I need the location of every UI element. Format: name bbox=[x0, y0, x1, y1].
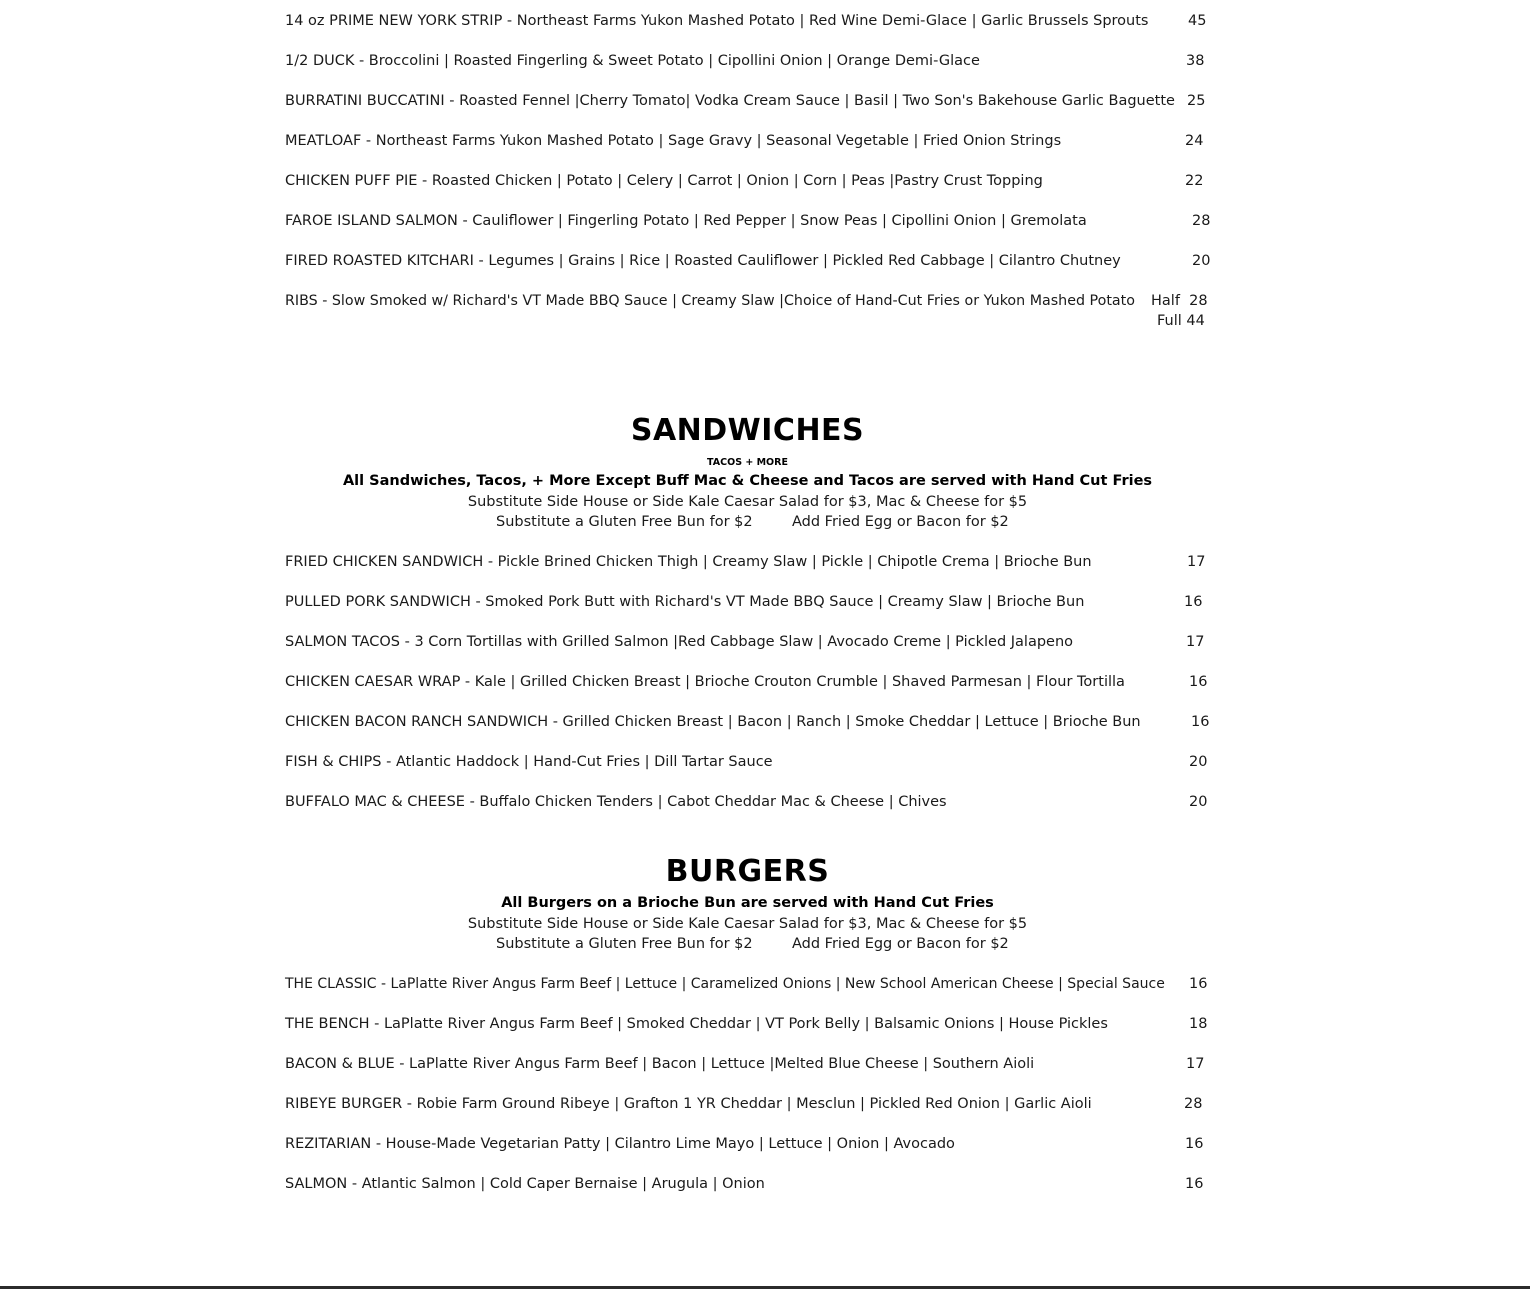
section-note-bold: All Sandwiches, Tacos, + More Except Buff Mac & Cheese and Tacos are served with Hand Cut Fries bbox=[342, 473, 1153, 489]
menu-item-description: 1/2 DUCK - Broccolini | Roasted Fingerling & Sweet Potato | Cipollini Onion | Orange Demi-Glace bbox=[285, 53, 980, 69]
menu-item-price: 20 bbox=[1192, 253, 1211, 269]
menu-item bbox=[285, 170, 1215, 192]
menu-item-price: 16 bbox=[1184, 594, 1203, 610]
menu-item-price: 20 bbox=[1189, 794, 1208, 810]
menu-item-price: 16 bbox=[1189, 674, 1208, 690]
menu-item-description: FIRED ROASTED KITCHARI - Legumes | Grains | Rice | Roasted Cauliflower | Pickled Red Cabbage | Cilantro Chutney bbox=[285, 253, 1121, 269]
menu-item-description: THE CLASSIC - LaPlatte River Angus Farm Beef | Lettuce | Caramelized Onions | New School American Cheese | Special Sauce bbox=[285, 976, 1165, 992]
menu-item bbox=[285, 671, 1215, 693]
menu-item-price: 24 bbox=[1185, 133, 1204, 149]
menu-item bbox=[285, 751, 1215, 773]
fried-egg-note: Add Fried Egg or Bacon for $2 bbox=[792, 514, 1009, 530]
menu-item-description: RIBEYE BURGER - Robie Farm Ground Ribeye | Grafton 1 YR Cheddar | Mesclun | Pickled Red Onion | Garlic Aioli bbox=[285, 1096, 1092, 1112]
menu-item-description: REZITARIAN - House-Made Vegetarian Patty | Cilantro Lime Mayo | Lettuce | Onion | Avocado bbox=[285, 1136, 955, 1152]
menu-item-price: 28 bbox=[1192, 213, 1211, 229]
section-note-substitute: Substitute Side House or Side Kale Caesar Salad for $3, Mac & Cheese for $5 bbox=[467, 916, 1028, 932]
menu-item-price: 22 bbox=[1185, 173, 1204, 189]
menu-item-price: 17 bbox=[1186, 1056, 1205, 1072]
menu-item-description: BUFFALO MAC & CHEESE - Buffalo Chicken Tenders | Cabot Cheddar Mac & Cheese | Chives bbox=[285, 794, 947, 810]
section-note-substitute: Substitute Side House or Side Kale Caesar Salad for $3, Mac & Cheese for $5 bbox=[467, 494, 1028, 510]
menu-item bbox=[285, 10, 1215, 32]
menu-item-price: 38 bbox=[1186, 53, 1205, 69]
menu-item-description: RIBS - Slow Smoked w/ Richard's VT Made BBQ Sauce | Creamy Slaw |Choice of Hand-Cut Fries or Yukon Mashed Potato bbox=[285, 293, 1135, 309]
menu-item-description: FRIED CHICKEN SANDWICH - Pickle Brined Chicken Thigh | Creamy Slaw | Pickle | Chipotle Crema | Brioche Bun bbox=[285, 554, 1092, 570]
menu-item-price: Half 28 bbox=[1151, 293, 1208, 309]
menu-item-price: 28 bbox=[1184, 1096, 1203, 1112]
menu-item-description: THE BENCH - LaPlatte River Angus Farm Beef | Smoked Cheddar | VT Pork Belly | Balsamic Onions | House Pickles bbox=[285, 1016, 1108, 1032]
menu-item bbox=[285, 791, 1215, 813]
gluten-free-note: Substitute a Gluten Free Bun for $2 bbox=[496, 936, 753, 952]
menu-item-description: 14 oz PRIME NEW YORK STRIP - Northeast Farms Yukon Mashed Potato | Red Wine Demi-Glace | Garlic Brussels Sprouts bbox=[285, 13, 1149, 29]
menu-item-price: Full 44 bbox=[1157, 313, 1205, 329]
menu-item-description: CHICKEN CAESAR WRAP - Kale | Grilled Chicken Breast | Brioche Crouton Crumble | Shaved Parmesan | Flour Tortilla bbox=[285, 674, 1125, 690]
menu-item-price: 17 bbox=[1187, 554, 1206, 570]
menu-item bbox=[285, 1133, 1215, 1155]
menu-item bbox=[285, 1093, 1215, 1115]
menu-item-price: 16 bbox=[1191, 714, 1210, 730]
menu-item bbox=[285, 631, 1215, 653]
menu-item-description: CHICKEN PUFF PIE - Roasted Chicken | Potato | Celery | Carrot | Onion | Corn | Peas |Pastry Crust Topping bbox=[285, 173, 1043, 189]
fried-egg-note: Add Fried Egg or Bacon for $2 bbox=[792, 936, 1009, 952]
section-title: BURGERS bbox=[665, 854, 830, 889]
menu-item-description: BACON & BLUE - LaPlatte River Angus Farm Beef | Bacon | Lettuce |Melted Blue Cheese | Southern Aioli bbox=[285, 1056, 1035, 1072]
menu-item-description: BURRATINI BUCCATINI - Roasted Fennel |Cherry Tomato| Vodka Cream Sauce | Basil | Two Son's Bakehouse Garlic Baguette bbox=[285, 93, 1175, 109]
gluten-free-note: Substitute a Gluten Free Bun for $2 bbox=[496, 514, 753, 530]
ribs-full-price-row bbox=[285, 310, 1215, 332]
menu-item bbox=[285, 130, 1215, 152]
section-note-options bbox=[285, 512, 1210, 532]
menu-item bbox=[285, 711, 1215, 733]
menu-item bbox=[285, 1173, 1215, 1195]
section-title: SANDWICHES bbox=[630, 413, 865, 448]
menu-item bbox=[285, 591, 1215, 613]
menu-item bbox=[285, 290, 1215, 312]
menu-item-description: CHICKEN BACON RANCH SANDWICH - Grilled Chicken Breast | Bacon | Ranch | Smoke Cheddar | Lettuce | Brioche Bun bbox=[285, 714, 1141, 730]
menu-item-price: 16 bbox=[1185, 1136, 1204, 1152]
menu-item-price: 16 bbox=[1189, 976, 1208, 992]
menu-item-price: 18 bbox=[1189, 1016, 1208, 1032]
menu-item bbox=[285, 551, 1215, 573]
menu-item bbox=[285, 90, 1215, 112]
menu-item-description: SALMON TACOS - 3 Corn Tortillas with Grilled Salmon |Red Cabbage Slaw | Avocado Creme | Pickled Jalapeno bbox=[285, 634, 1074, 650]
menu-item bbox=[285, 973, 1215, 995]
menu-item-price: 20 bbox=[1189, 754, 1208, 770]
section-note-options bbox=[285, 934, 1210, 954]
menu-item-description: SALMON - Atlantic Salmon | Cold Caper Bernaise | Arugula | Onion bbox=[285, 1176, 765, 1192]
menu-item-price: 17 bbox=[1186, 634, 1205, 650]
menu-item-description: PULLED PORK SANDWICH - Smoked Pork Butt with Richard's VT Made BBQ Sauce | Creamy Slaw | Brioche Bun bbox=[285, 594, 1085, 610]
section-note-bold: All Burgers on a Brioche Bun are served with Hand Cut Fries bbox=[501, 895, 994, 911]
menu-item-description: MEATLOAF - Northeast Farms Yukon Mashed Potato | Sage Gravy | Seasonal Vegetable | Fried Onion Strings bbox=[285, 133, 1062, 149]
menu-item-price: 25 bbox=[1187, 93, 1206, 109]
menu-item-description: FISH & CHIPS - Atlantic Haddock | Hand-Cut Fries | Dill Tartar Sauce bbox=[285, 754, 773, 770]
menu-item bbox=[285, 50, 1215, 72]
menu-item bbox=[285, 1013, 1215, 1035]
menu-item-price: 16 bbox=[1185, 1176, 1204, 1192]
section-subtitle: TACOS + MORE bbox=[707, 457, 788, 468]
menu-item-price: 45 bbox=[1188, 13, 1207, 29]
menu-item-description: FAROE ISLAND SALMON - Cauliflower | Fingerling Potato | Red Pepper | Snow Peas | Cipollini Onion | Gremolata bbox=[285, 213, 1087, 229]
menu-item bbox=[285, 1053, 1215, 1075]
menu-item bbox=[285, 210, 1215, 232]
menu-item bbox=[285, 250, 1215, 272]
